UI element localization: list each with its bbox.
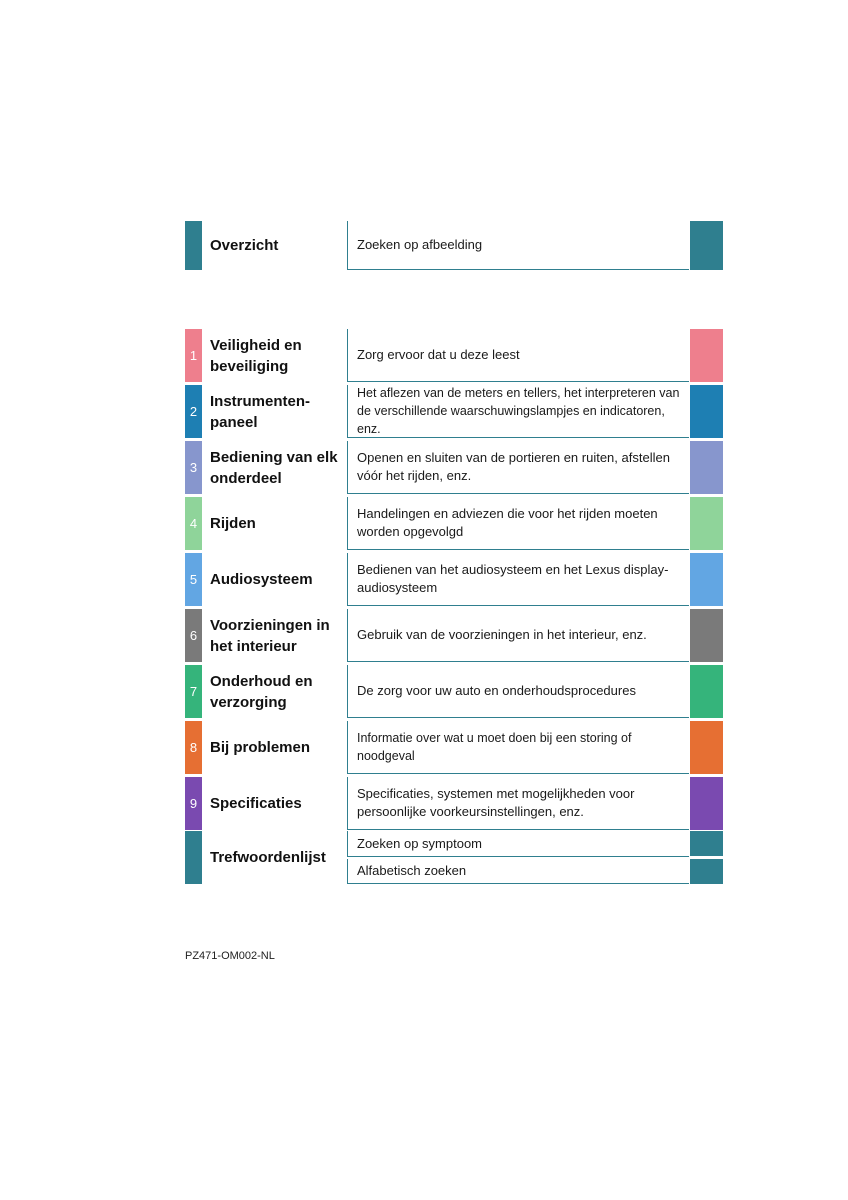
chapter-number-9: 9	[185, 777, 202, 830]
chapter-description-6[interactable]: Gebruik van de voorzieningen in het interieur, enz.	[347, 609, 689, 662]
chapter-description-2[interactable]: Het aflezen van de meters en tellers, het interpreteren van de verschillende waarschuwingslampjes en indicatoren, enz.	[347, 385, 689, 438]
chapter-description-1[interactable]: Zorg ervoor dat u deze leest	[347, 329, 689, 382]
overview-tab	[185, 221, 202, 270]
chapter-side-tab-3	[690, 441, 723, 494]
chapter-title-1[interactable]: Veiligheid en beveiliging	[210, 336, 302, 375]
overview-description[interactable]: Zoeken op afbeelding	[347, 221, 689, 270]
chapter-row-5[interactable]	[185, 553, 723, 606]
chapter-row-1[interactable]	[185, 329, 723, 382]
index-side-tab-1	[690, 831, 723, 856]
chapter-description-8[interactable]: Informatie over wat u moet doen bij een storing of noodgeval	[347, 721, 689, 774]
chapter-title-5[interactable]: Audiosysteem	[210, 571, 313, 588]
chapter-number-1: 1	[185, 329, 202, 382]
chapter-number-5: 5	[185, 553, 202, 606]
chapter-row-9[interactable]	[185, 777, 723, 830]
index-tab	[185, 831, 202, 884]
document-code: PZ471-OM002-NL	[185, 950, 275, 962]
overview-title[interactable]: Overzicht	[210, 237, 279, 254]
chapter-description-3[interactable]: Openen en sluiten van de portieren en ruiten, afstellen vóór het rijden, enz.	[347, 441, 689, 494]
chapter-number-2: 2	[185, 385, 202, 438]
chapter-title-6[interactable]: Voorzieningen in het interieur	[210, 616, 330, 655]
chapter-side-tab-5	[690, 553, 723, 606]
index-item-alphabetical[interactable]: Alfabetisch zoeken	[347, 859, 689, 884]
chapter-row-8[interactable]	[185, 721, 723, 774]
chapter-number-6: 6	[185, 609, 202, 662]
chapter-side-tab-2	[690, 385, 723, 438]
overview-side-tab	[690, 221, 723, 270]
chapter-number-4: 4	[185, 497, 202, 550]
chapter-side-tab-4	[690, 497, 723, 550]
index-side-tab-2	[690, 859, 723, 884]
index-item-symptom[interactable]: Zoeken op symptoom	[347, 831, 689, 857]
chapter-row-6[interactable]	[185, 609, 723, 662]
index-row	[185, 831, 723, 884]
chapter-row-2[interactable]	[185, 385, 723, 438]
chapter-title-9[interactable]: Specificaties	[210, 795, 302, 812]
chapter-row-3[interactable]	[185, 441, 723, 494]
chapter-side-tab-9	[690, 777, 723, 830]
index-title[interactable]: Trefwoordenlijst	[210, 849, 326, 866]
chapter-row-4[interactable]	[185, 497, 723, 550]
chapter-description-9[interactable]: Specificaties, systemen met mogelijkheden voor persoonlijke voorkeursinstellingen, enz.	[347, 777, 689, 830]
chapter-side-tab-1	[690, 329, 723, 382]
chapter-side-tab-6	[690, 609, 723, 662]
chapter-title-7[interactable]: Onderhoud en verzorging	[210, 672, 313, 711]
overview-row[interactable]	[185, 221, 723, 270]
chapter-title-3[interactable]: Bediening van elk onderdeel	[210, 448, 338, 487]
chapter-number-7: 7	[185, 665, 202, 718]
chapter-title-8[interactable]: Bij problemen	[210, 739, 311, 756]
chapter-title-4[interactable]: Rijden	[210, 515, 256, 532]
chapter-title-2[interactable]: Instrumenten- paneel	[210, 392, 311, 431]
chapter-description-4[interactable]: Handelingen en adviezen die voor het rijden moeten worden opgevolgd	[347, 497, 689, 550]
chapter-description-7[interactable]: De zorg voor uw auto en onderhoudsprocedures	[347, 665, 689, 718]
chapter-number-3: 3	[185, 441, 202, 494]
chapter-row-7[interactable]	[185, 665, 723, 718]
chapter-number-8: 8	[185, 721, 202, 774]
chapter-description-5[interactable]: Bedienen van het audiosysteem en het Lexus display-audiosysteem	[347, 553, 689, 606]
chapter-side-tab-8	[690, 721, 723, 774]
chapter-side-tab-7	[690, 665, 723, 718]
